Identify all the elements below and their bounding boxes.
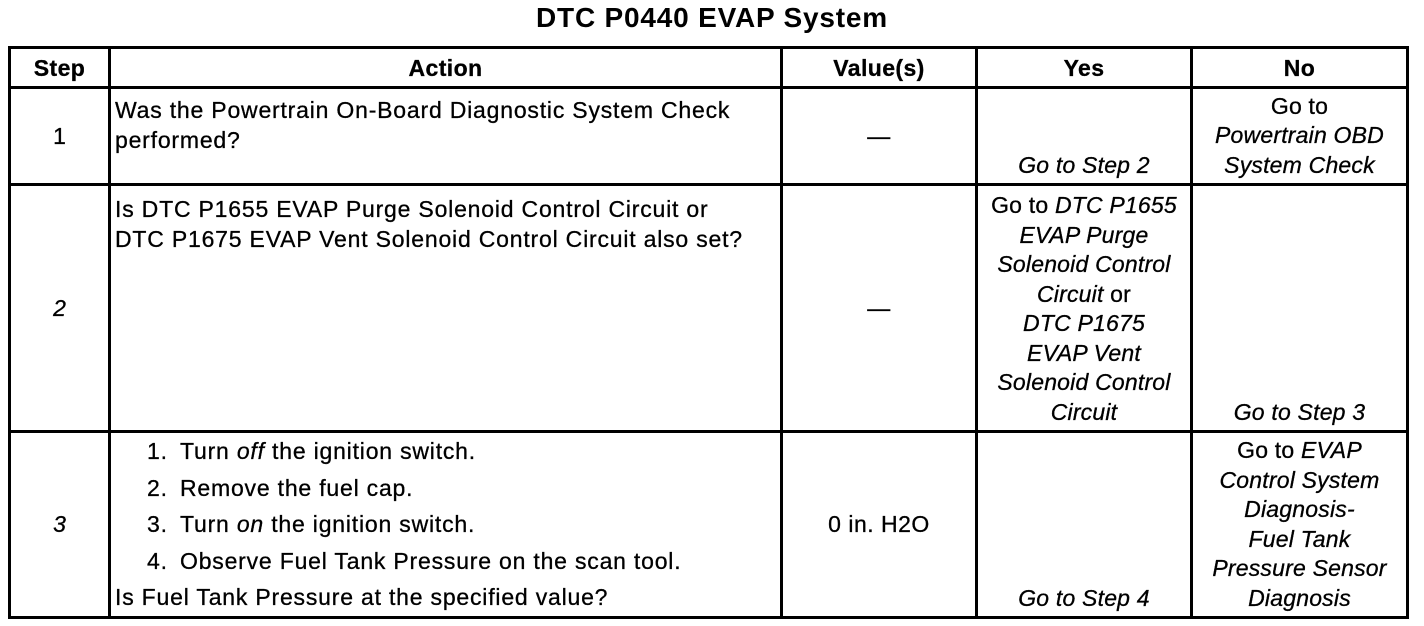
yes-reference-line: Circuit bbox=[1050, 398, 1118, 425]
step-number: 3 bbox=[10, 432, 110, 618]
yes-reference-line: EVAP Vent bbox=[1027, 339, 1141, 366]
diagnostic-table bbox=[8, 46, 1409, 619]
no-reference-line: Fuel Tank bbox=[1248, 525, 1351, 552]
no-reference: Go to Step 3 bbox=[1233, 398, 1366, 425]
table-row-step-3 bbox=[10, 432, 1408, 618]
action-cell bbox=[110, 185, 782, 432]
list-text: the ignition switch. bbox=[271, 511, 476, 537]
action-cell bbox=[110, 88, 782, 185]
action-cell bbox=[110, 432, 782, 618]
list-text: Turn bbox=[180, 511, 230, 537]
table-body bbox=[10, 88, 1408, 618]
document-title: DTC P0440 EVAP System bbox=[536, 2, 888, 33]
action-list-item bbox=[115, 470, 780, 507]
yes-reference: Go to Step 4 bbox=[1018, 584, 1150, 611]
no-cell bbox=[1192, 432, 1408, 618]
no-cell bbox=[1192, 185, 1408, 432]
action-line: Was the Powertrain On-Board Diagnostic System Check bbox=[115, 97, 731, 123]
no-reference-line: System Check bbox=[1224, 151, 1375, 178]
no-reference-line: Diagnosis bbox=[1248, 584, 1351, 611]
no-reference-line: Pressure Sensor bbox=[1212, 555, 1387, 581]
action-list-item bbox=[115, 506, 780, 543]
list-emphasis: on bbox=[236, 511, 265, 537]
yes-reference-line: EVAP Purge bbox=[1019, 221, 1149, 248]
action-line: DTC P1675 EVAP Vent Solenoid Control Circuit also set? bbox=[115, 226, 743, 252]
action-list-item bbox=[115, 543, 780, 580]
action-line: performed? bbox=[115, 127, 241, 153]
no-cell bbox=[1192, 88, 1408, 185]
list-emphasis: off bbox=[236, 438, 265, 464]
yes-prefix: Go to bbox=[991, 192, 1049, 218]
list-number: 3. bbox=[147, 511, 168, 537]
list-number: 1. bbox=[147, 438, 168, 464]
yes-joiner: or bbox=[1110, 280, 1132, 307]
step-number: 2 bbox=[10, 185, 110, 432]
yes-reference-line: DTC P1675 bbox=[1023, 310, 1145, 336]
no-reference-line: Diagnosis- bbox=[1244, 496, 1355, 522]
list-number: 2. bbox=[147, 474, 168, 501]
table-row-step-2 bbox=[10, 185, 1408, 432]
yes-reference-line: Solenoid Control bbox=[997, 251, 1171, 277]
list-text: Observe Fuel Tank Pressure on the scan tool. bbox=[180, 547, 682, 574]
yes-cell bbox=[977, 88, 1192, 185]
column-header-action: Action bbox=[110, 48, 782, 88]
no-reference-line: Powertrain OBD bbox=[1215, 122, 1384, 148]
yes-reference-line: Solenoid Control bbox=[997, 369, 1171, 395]
yes-reference: Go to Step 2 bbox=[1018, 151, 1150, 178]
list-text: Remove the fuel cap. bbox=[180, 474, 414, 501]
no-reference-line bbox=[1195, 436, 1404, 466]
yes-cell bbox=[977, 432, 1192, 618]
no-reference-part: EVAP bbox=[1300, 437, 1362, 463]
list-text: the ignition switch. bbox=[272, 438, 476, 464]
value-cell: 0 in. H2O bbox=[782, 432, 977, 618]
header-row bbox=[10, 48, 1408, 88]
yes-reference-part: Circuit bbox=[1036, 280, 1104, 307]
table-head bbox=[10, 48, 1408, 88]
yes-reference-part: DTC P1655 bbox=[1054, 192, 1177, 218]
yes-cell bbox=[977, 185, 1192, 432]
column-header-values: Value(s) bbox=[782, 48, 977, 88]
no-prefix: Go to bbox=[1270, 92, 1329, 119]
table-row-step-1 bbox=[10, 88, 1408, 185]
list-number: 4. bbox=[147, 547, 168, 574]
value-cell: — bbox=[782, 185, 977, 432]
column-header-yes: Yes bbox=[977, 48, 1192, 88]
action-list-item bbox=[115, 433, 780, 470]
list-text: Turn bbox=[180, 438, 230, 464]
yes-reference-line bbox=[980, 191, 1188, 221]
yes-reference-line bbox=[980, 280, 1188, 310]
value-cell: — bbox=[782, 88, 977, 185]
no-prefix: Go to bbox=[1237, 437, 1295, 463]
action-line: Is DTC P1655 EVAP Purge Solenoid Control Circuit or bbox=[115, 196, 709, 222]
column-header-step: Step bbox=[10, 48, 110, 88]
column-header-no: No bbox=[1192, 48, 1408, 88]
no-reference-line: Control System bbox=[1219, 466, 1380, 493]
action-question: Is Fuel Tank Pressure at the specified value? bbox=[115, 584, 609, 610]
step-number: 1 bbox=[10, 88, 110, 185]
